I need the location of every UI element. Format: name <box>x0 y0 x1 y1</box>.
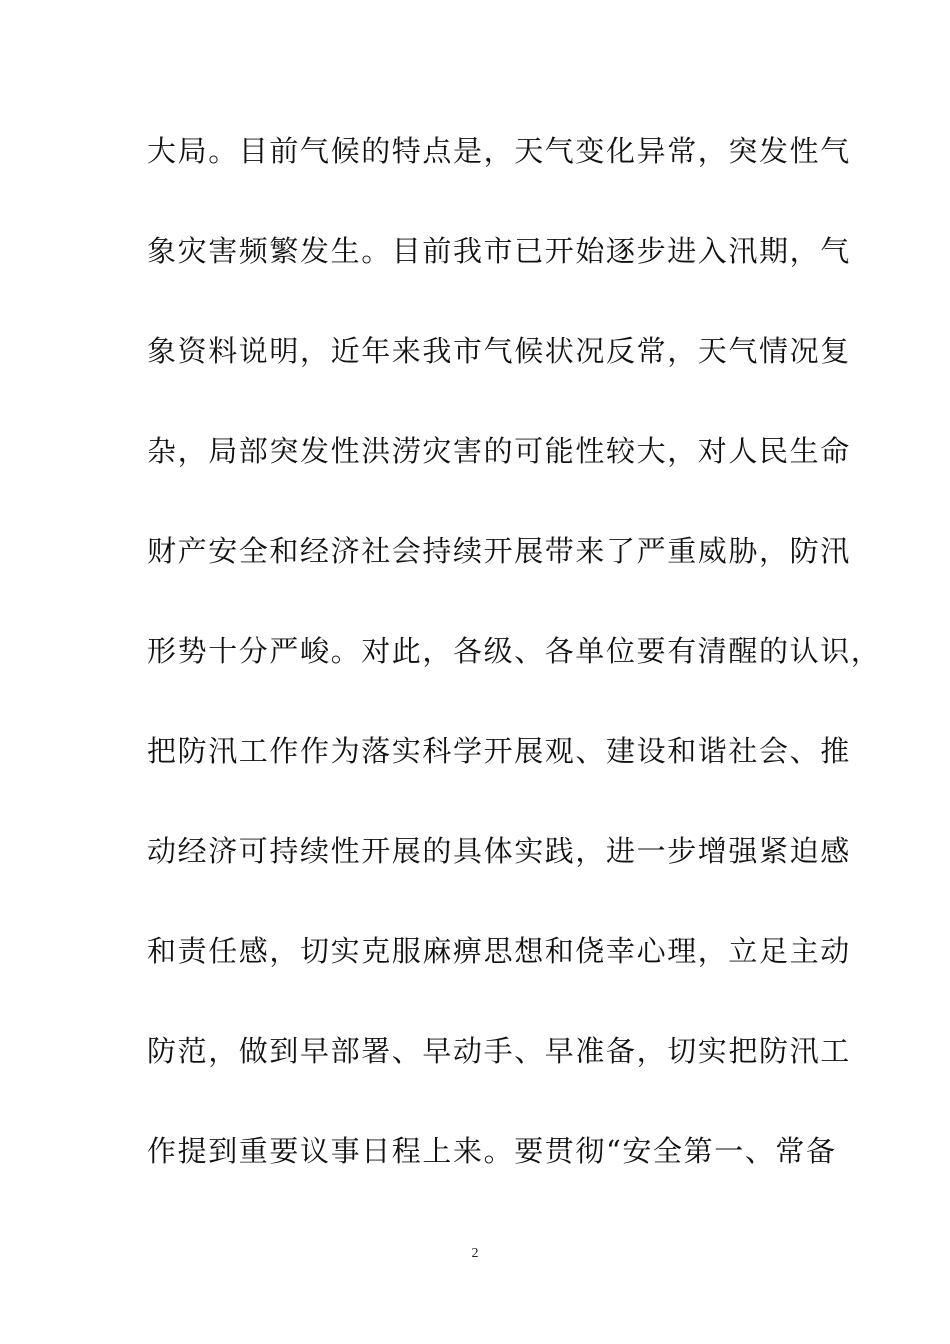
text-line: 象灾害频繁发生。目前我市已开始逐步进入汛期，气 <box>147 234 851 268</box>
text-line: 大局。目前气候的特点是，天气变化异常，突发性气 <box>147 134 851 168</box>
text-line: 把防汛工作作为落实科学开展观、建设和谐社会、推 <box>147 734 851 768</box>
text-line: 和责任感，切实克服麻痹思想和侥幸心理，立足主动 <box>147 934 851 968</box>
page-number: 2 <box>471 1246 479 1261</box>
text-line: 形势十分严峻。对此，各级、各单位要有清醒的认识， <box>147 634 882 668</box>
text-line: 防范，做到早部署、早动手、早准备，切实把防汛工 <box>147 1034 851 1068</box>
text-line: 作提到重要议事日程上来。要贯彻“安全第一、常备 <box>147 1134 837 1168</box>
text-line: 动经济可持续性开展的具体实践，进一步增强紧迫感 <box>147 834 851 868</box>
text-line: 象资料说明，近年来我市气候状况反常，天气情况复 <box>147 334 851 368</box>
text-line: 杂，局部突发性洪涝灾害的可能性较大，对人民生命 <box>147 434 851 468</box>
text-line: 财产安全和经济社会持续开展带来了严重威胁，防汛 <box>147 534 851 568</box>
body-text <box>147 126 882 1226</box>
